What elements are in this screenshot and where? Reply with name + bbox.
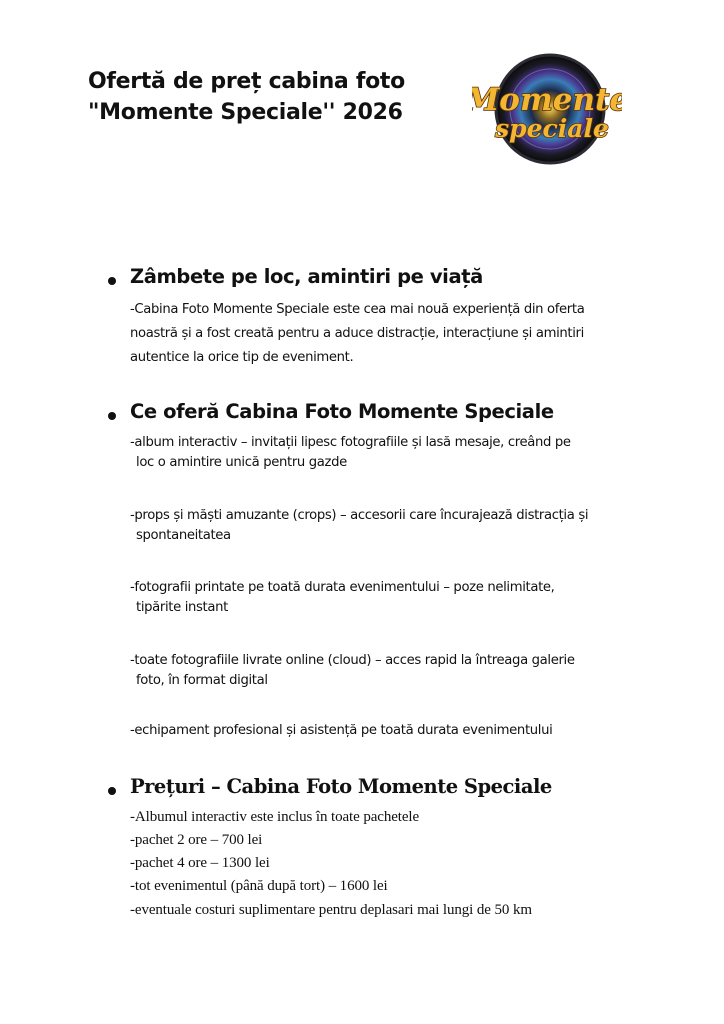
section-heading: Zâmbete pe loc, amintiri pe viață: [130, 265, 483, 288]
paragraph-line: autentice la orice tip de eveniment.: [130, 350, 354, 365]
feature-line: loc o amintire unică pentru gazde: [136, 455, 347, 470]
feature-item: [130, 433, 690, 473]
momente-speciale-logo: [472, 52, 622, 167]
price-line: -pachet 4 ore – 1300 lei: [130, 855, 270, 871]
bullet-icon: [108, 277, 116, 285]
feature-line: tipărite instant: [136, 600, 228, 615]
section-paragraph: [130, 298, 670, 370]
section-heading: Ce oferă Cabina Foto Momente Speciale: [130, 400, 554, 423]
page-title: [88, 66, 405, 128]
feature-line: -toate fotografiile livrate online (cloud) – acces rapid la întreaga galerie: [130, 653, 575, 668]
price-line: -Albumul interactiv este inclus în toate pachetele: [130, 809, 420, 825]
feature-item: [130, 578, 690, 618]
feature-line: -fotografii printate pe toată durata evenimentului – poze nelimitate,: [130, 580, 555, 595]
feature-line: -album interactiv – invitații lipesc fotografiile și lasă mesaje, creând pe: [130, 435, 571, 450]
feature-item: [130, 721, 690, 741]
feature-line: -echipament profesional și asistență pe toată durata evenimentului: [130, 723, 553, 738]
price-line: -tot evenimentul (până după tort) – 1600 lei: [130, 878, 388, 894]
logo-text-line-1: Momente: [472, 82, 622, 118]
feature-line: foto, în format digital: [136, 673, 268, 688]
price-line: -pachet 2 ore – 700 lei: [130, 832, 263, 848]
title-line-1: Ofertă de preț cabina foto: [88, 69, 405, 94]
paragraph-line: -Cabina Foto Momente Speciale este cea mai nouă experiență din oferta: [130, 302, 585, 317]
logo-text-line-2: speciale: [495, 114, 609, 143]
feature-line: -props și măști amuzante (crops) – accesorii care încurajează distracția și: [130, 508, 589, 523]
feature-line: spontaneitatea: [136, 528, 231, 543]
bullet-icon: [108, 787, 116, 795]
bullet-icon: [108, 412, 116, 420]
feature-item: [130, 651, 690, 691]
title-line-2: "Momente Speciale'' 2026: [88, 100, 403, 125]
price-line: -eventuale costuri suplimentare pentru deplasari mai lungi de 50 km: [130, 902, 532, 918]
paragraph-line: noastră și a fost creată pentru a aduce distracție, interacțiune și amintiri: [130, 326, 584, 341]
camera-lens-logo-icon: [472, 52, 622, 167]
feature-item: [130, 506, 690, 546]
section-heading: Prețuri – Cabina Foto Momente Speciale: [130, 775, 552, 798]
